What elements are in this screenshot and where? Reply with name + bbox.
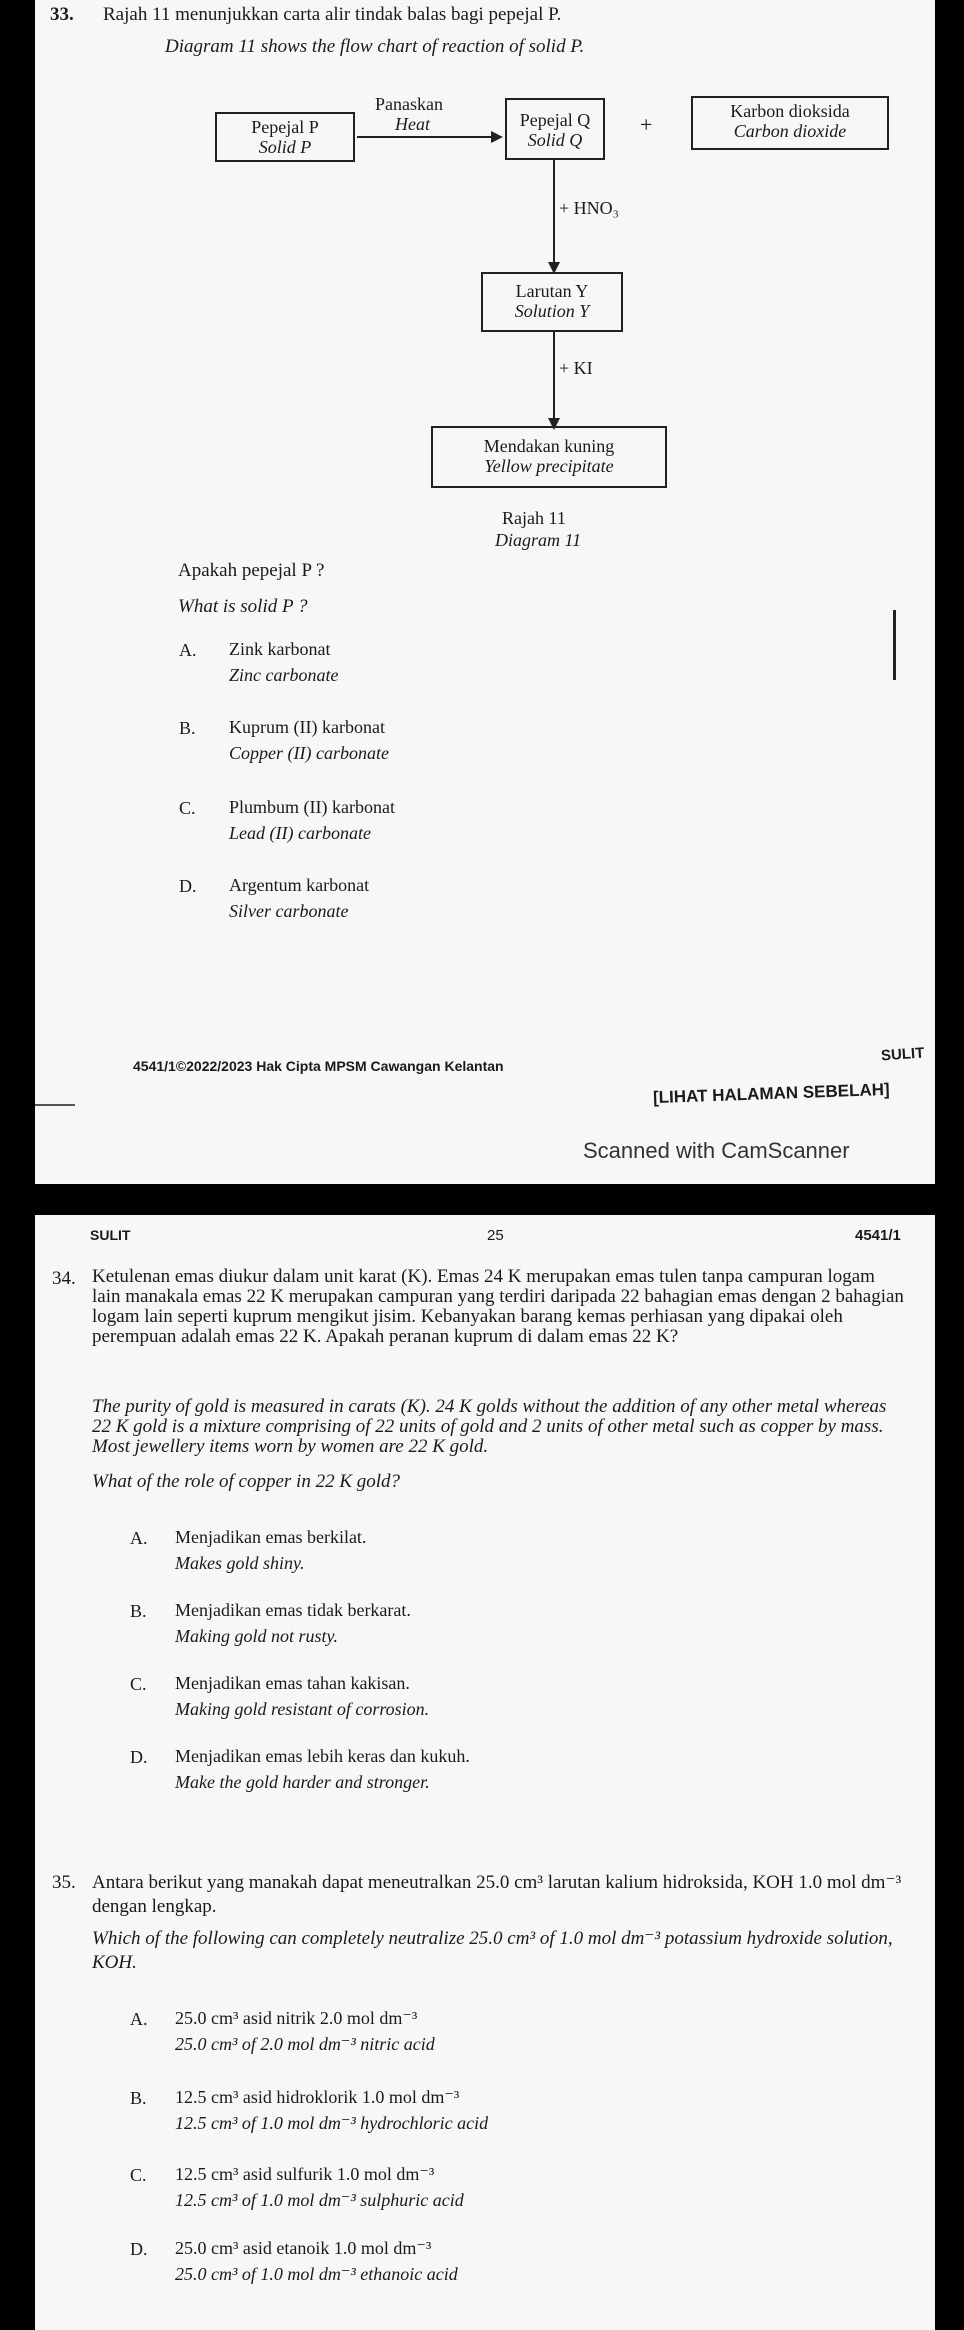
camscanner-watermark: Scanned with CamScanner	[583, 1138, 850, 1163]
question-33-stem-en: Diagram 11 shows the flow chart of reaction of solid P.	[165, 36, 585, 57]
option-letter: A.	[179, 640, 197, 660]
arrow-y-to-precip-line	[553, 332, 555, 420]
question-33-stem-ms: Rajah 11 menunjukkan carta alir tindak balas bagi pepejal P.	[103, 4, 562, 25]
question-34-ask-en: What of the role of copper in 22 K gold?	[92, 1471, 401, 1492]
header-page-number: 25	[487, 1227, 504, 1244]
question-35-number: 35.	[52, 1872, 76, 1893]
question-33-ask-ms: Apakah pepejal P ?	[178, 560, 325, 581]
option-text-en: 25.0 cm³ of 2.0 mol dm⁻³ nitric acid	[175, 2034, 435, 2054]
precipitate-label-ms: Mendakan kuning	[483, 436, 615, 456]
heat-arrow-head	[491, 131, 503, 143]
question-34-stem-en: The purity of gold is measured in carats (K). 24 K golds without the addition of any other metal whereas 22 K gold is a mixture comprising of 22 units of gold and 2 units of other metal such as copper by mass. Most jewellery items worn by women are 22 K gold.	[92, 1396, 887, 1457]
plus-sign: +	[640, 112, 653, 137]
arrow-q-to-y-line	[553, 160, 555, 264]
solid-p-label-en: Solid P	[258, 137, 312, 157]
solid-p-box	[215, 112, 355, 162]
option-text-ms: Zink karbonat	[229, 639, 331, 659]
option-letter: C.	[179, 798, 196, 818]
option-text-ms: Menjadikan emas tidak berkarat.	[175, 1600, 411, 1620]
question-35-stem-en: Which of the following can completely neutralize 25.0 cm³ of 1.0 mol dm⁻³ potassium hydroxide solution, KOH.	[92, 1928, 893, 1973]
option-letter: A.	[130, 2009, 148, 2029]
header-sulit: SULIT	[90, 1227, 131, 1243]
option-letter: D.	[179, 876, 197, 896]
footer-rule	[35, 1104, 75, 1106]
option-letter: B.	[130, 2088, 147, 2108]
solution-y-box	[481, 272, 623, 332]
footer-copyright: 4541/1©2022/2023 Hak Cipta MPSM Cawangan Kelantan	[133, 1058, 504, 1074]
option-text-ms: 12.5 cm³ asid hidroklorik 1.0 mol dm⁻³	[175, 2087, 460, 2107]
option-text-en: Making gold resistant of corrosion.	[175, 1699, 430, 1719]
option-text-en: Makes gold shiny.	[175, 1553, 305, 1573]
heat-arrow-line	[357, 136, 491, 138]
solid-p-label-ms: Pepejal P	[251, 117, 319, 137]
reagent-hno3: + HNO₃	[559, 198, 619, 218]
solid-q-label-en: Solid Q	[527, 130, 583, 150]
option-text-ms: 25.0 cm³ asid nitrik 2.0 mol dm⁻³	[175, 2008, 418, 2028]
scanned-page-1	[35, 0, 935, 1184]
question-33-number: 33.	[50, 4, 74, 25]
question-33-ask-en: What is solid P ?	[178, 596, 308, 617]
solution-y-label-ms: Larutan Y	[515, 281, 589, 301]
question-34-number: 34.	[52, 1268, 76, 1289]
footer-next-page: [LIHAT HALAMAN SEBELAH]	[652, 1079, 890, 1108]
option-text-ms: Menjadikan emas tahan kakisan.	[175, 1673, 410, 1693]
option-text-ms: Plumbum (II) karbonat	[229, 797, 395, 817]
option-text-en: Zinc carbonate	[229, 665, 339, 685]
option-text-ms: 25.0 cm³ asid etanoik 1.0 mol dm⁻³	[175, 2238, 432, 2258]
precipitate-box	[431, 426, 667, 488]
margin-mark	[893, 610, 896, 680]
option-letter: C.	[130, 1674, 147, 1694]
option-text-en: Making gold not rusty.	[175, 1626, 338, 1646]
reagent-ki: + KI	[559, 358, 593, 378]
solid-q-box	[505, 98, 605, 160]
option-text-en: Lead (II) carbonate	[229, 823, 371, 843]
option-text-en: 12.5 cm³ of 1.0 mol dm⁻³ hydrochloric acid	[175, 2113, 489, 2133]
heat-label-ms: Panaskan	[375, 94, 443, 114]
diagram-caption-en: Diagram 11	[495, 530, 582, 550]
option-text-ms: Menjadikan emas lebih keras dan kukuh.	[175, 1746, 470, 1766]
option-text-ms: Kuprum (II) karbonat	[229, 717, 385, 737]
option-text-en: Copper (II) carbonate	[229, 743, 389, 763]
question-34-stem-ms: Ketulenan emas diukur dalam unit karat (K). Emas 24 K merupakan emas tulen tanpa campuran logam lain manakala emas 22 K merupakan campuran yang terdiri daripada 22 bahagian emas dengan 2 bahagian logam lain seperti kuprum mengikut jisim. Kebanyakan barang kemas perhiasan yang dipakai oleh perempuan adalah emas 22 K. Apakah peranan kuprum di dalam emas 22 K?	[92, 1266, 904, 1347]
option-letter: D.	[130, 2239, 148, 2259]
option-text-ms: 12.5 cm³ asid sulfurik 1.0 mol dm⁻³	[175, 2164, 435, 2184]
option-letter: A.	[130, 1528, 148, 1548]
option-text-en: 25.0 cm³ of 1.0 mol dm⁻³ ethanoic acid	[175, 2264, 458, 2284]
co2-label-en: Carbon dioxide	[733, 121, 847, 141]
co2-box	[691, 96, 889, 150]
option-letter: B.	[179, 718, 196, 738]
option-letter: D.	[130, 1747, 148, 1767]
diagram-caption-ms: Rajah 11	[502, 508, 566, 528]
solid-q-label-ms: Pepejal Q	[519, 110, 591, 130]
option-text-ms: Menjadikan emas berkilat.	[175, 1527, 367, 1547]
option-text-en: 12.5 cm³ of 1.0 mol dm⁻³ sulphuric acid	[175, 2190, 464, 2210]
option-text-en: Silver carbonate	[229, 901, 349, 921]
option-text-en: Make the gold harder and stronger.	[175, 1772, 430, 1792]
option-letter: B.	[130, 1601, 147, 1621]
header-paper-code: 4541/1	[855, 1227, 901, 1244]
solution-y-label-en: Solution Y	[514, 301, 590, 321]
footer-sulit: SULIT	[880, 1044, 925, 1065]
co2-label-ms: Karbon dioksida	[730, 101, 850, 121]
scanned-page-2	[35, 1215, 935, 2330]
option-letter: C.	[130, 2165, 147, 2185]
heat-label-en: Heat	[395, 114, 430, 134]
question-35-stem-ms: Antara berikut yang manakah dapat meneutralkan 25.0 cm³ larutan kalium hidroksida, KOH 1.0 mol dm⁻³ dengan lengkap.	[92, 1872, 902, 1917]
precipitate-label-en: Yellow precipitate	[484, 456, 614, 476]
option-text-ms: Argentum karbonat	[229, 875, 370, 895]
